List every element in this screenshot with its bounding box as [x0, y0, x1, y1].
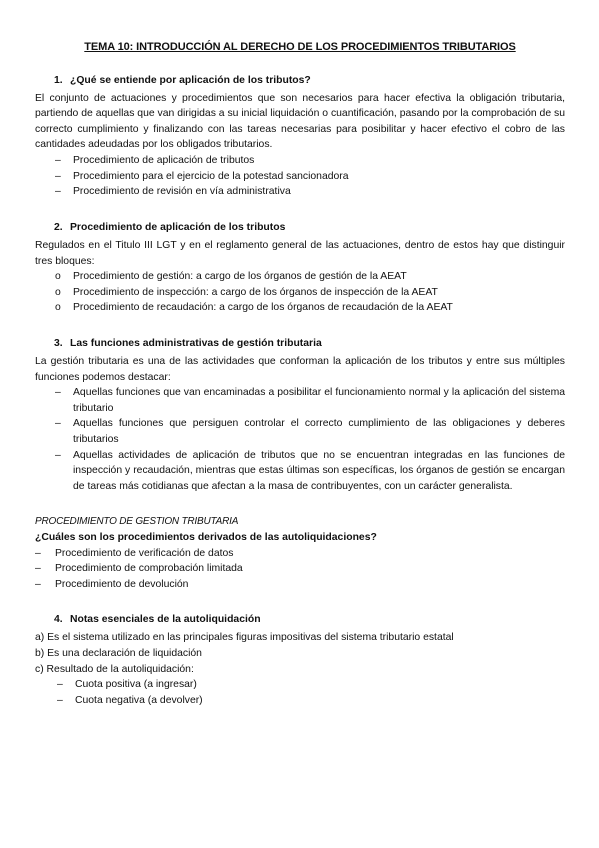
dash-list	[35, 677, 565, 708]
section-heading	[35, 73, 565, 89]
dash-list	[35, 385, 565, 494]
section-paragraph: La gestión tributaria es una de las actividades que conforman la aplicación de los tributos y entre sus múltiples funciones podemos destacar:	[35, 356, 565, 383]
section-paragraph: Regulados en el Titulo III LGT y en el reglamento general de las actuaciones, dentro de estos hay que distinguir tres bloques:	[35, 239, 565, 267]
note-line: b) Es una declaración de liquidación	[35, 648, 202, 659]
section-paragraph: El conjunto de actuaciones y procedimientos que son necesarios para hacer efectiva la obligación tributaria, partiendo de aquellas que van dirigidas a su inicial liquidación o cuantificación, pasando por la comprobación de su correcto cumplimiento y finalizando con las tareas necesarias para posibilitar y hacer efectivo el cobro de las cantidades adeudadas por los obligados tributarios.	[35, 92, 565, 151]
section-number: 4.	[54, 614, 63, 626]
circle-bullet-icon: o	[55, 302, 61, 314]
section-number: 3.	[54, 337, 63, 349]
list-item: – Cuota negativa (a devolver)	[35, 693, 565, 709]
section-4	[35, 612, 565, 708]
document-title: TEMA 10: INTRODUCCIÓN AL DERECHO DE LOS PROCEDIMIENTOS TRIBUTARIOS	[84, 41, 516, 53]
section-title: ¿Qué se entiende por aplicación de los tributos?	[70, 74, 311, 86]
section-title: Notas esenciales de la autoliquidación	[70, 614, 261, 626]
dash-bullet-icon: –	[35, 578, 41, 590]
list-item: – Procedimiento de aplicación de tributos	[35, 153, 565, 169]
section-number: 2.	[54, 221, 63, 233]
dash-bullet-icon: –	[55, 155, 61, 167]
circle-bullet-icon: o	[55, 271, 61, 283]
section-title: Procedimiento de aplicación de los tributos	[70, 221, 286, 233]
list-item: – Procedimiento de comprobación limitada	[35, 561, 565, 577]
circle-list	[35, 269, 565, 316]
dash-bullet-icon: –	[35, 563, 41, 575]
list-item: o Procedimiento de inspección: a cargo de los órganos de inspección de la AEAT	[35, 285, 565, 301]
section-heading	[35, 612, 565, 628]
list-item: – Procedimiento de devolución	[35, 577, 565, 593]
dash-bullet-icon: –	[55, 449, 61, 461]
gestion-block	[35, 514, 565, 592]
list-item: – Procedimiento de verificación de datos	[35, 546, 565, 562]
note-line: a) Es el sistema utilizado en las principales figuras impositivas del sistema tributario estatal	[35, 632, 454, 644]
list-item: o Procedimiento de recaudación: a cargo de los órganos de recaudación de la AEAT	[35, 300, 565, 316]
section-heading	[35, 336, 565, 352]
dash-bullet-icon: –	[35, 547, 41, 559]
dash-bullet-icon: –	[55, 186, 61, 198]
section-number: 1.	[54, 74, 63, 86]
gestion-question: ¿Cuáles son los procedimientos derivados de las autoliquidaciones?	[35, 531, 377, 543]
dash-bullet-icon: –	[55, 170, 61, 182]
section-heading	[35, 220, 565, 236]
circle-bullet-icon: o	[55, 286, 61, 298]
dash-bullet-icon: –	[55, 418, 61, 430]
section-title: Las funciones administrativas de gestión tributaria	[70, 337, 322, 349]
dash-list	[35, 153, 565, 200]
dash-list	[35, 546, 565, 593]
gestion-caption: PROCEDIMIENTO DE GESTION TRIBUTARIA	[35, 516, 239, 528]
section-3	[35, 336, 565, 494]
section-2	[35, 220, 565, 316]
list-item: – Procedimiento para el ejercicio de la potestad sancionadora	[35, 169, 565, 185]
list-item: – Cuota positiva (a ingresar)	[35, 677, 565, 693]
dash-bullet-icon: –	[57, 694, 63, 706]
list-item: – Aquellas funciones que van encaminadas a posibilitar el funcionamiento normal y la aplicación del sistema tributario	[35, 385, 565, 416]
list-item: – Aquellas actividades de aplicación de tributos que no se encuentran integradas en las funciones de inspección y recaudación, mientras que estas últimas son específicas, los órganos de gestión se encargan de tareas más cotidianas que afectan a la masa de contribuyentes, con un carácter generalista.	[35, 448, 565, 495]
note-line: c) Resultado de la autoliquidación:	[35, 663, 194, 675]
list-item: o Procedimiento de gestión: a cargo de los órganos de gestión de la AEAT	[35, 269, 565, 285]
dash-bullet-icon: –	[57, 679, 63, 691]
section-1	[35, 73, 565, 200]
list-item: – Procedimiento de revisión en vía administrativa	[35, 184, 565, 200]
dash-bullet-icon: –	[55, 387, 61, 399]
list-item: – Aquellas funciones que persiguen controlar el correcto cumplimiento de las obligaciones y deberes tributarios	[35, 416, 565, 447]
